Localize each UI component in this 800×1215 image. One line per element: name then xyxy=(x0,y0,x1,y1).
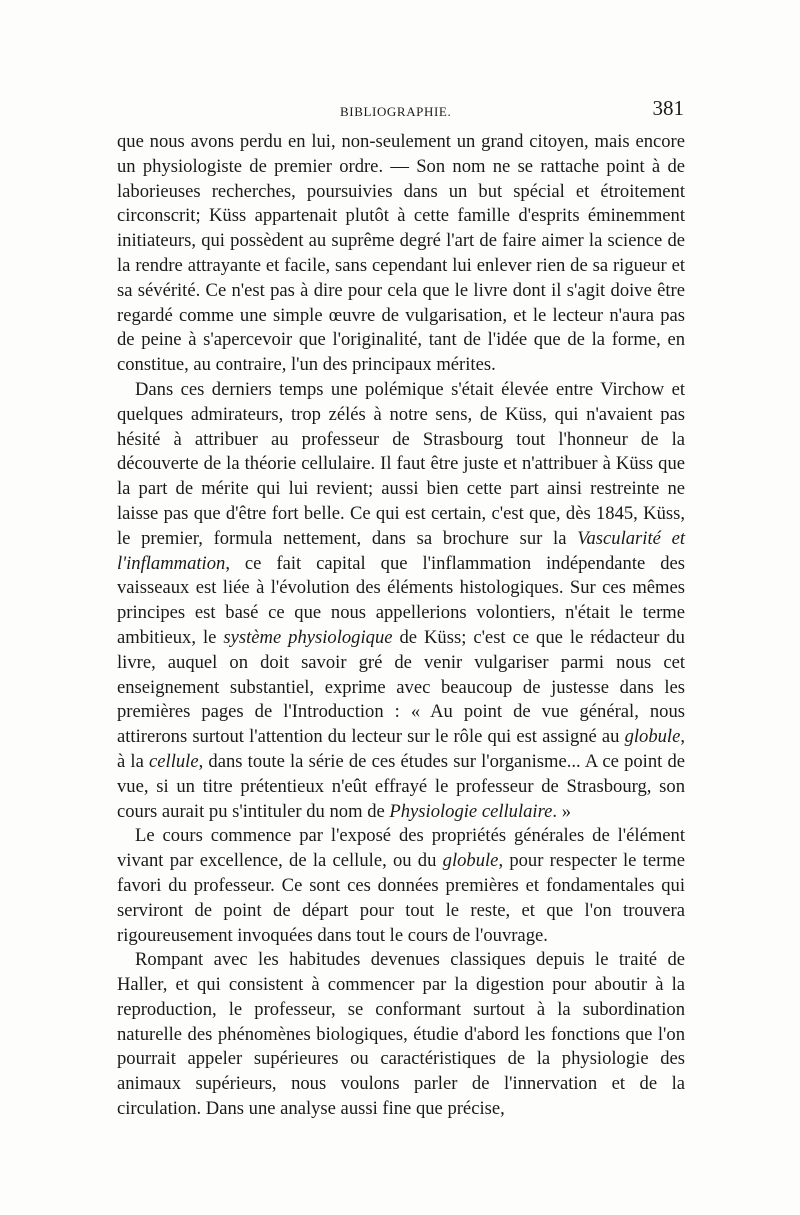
paragraph-text: , ce fait capital que l'inflammation indépendante des vaisseaux est liée à l'évolution des éléments histologiques. Sur ces mêmes principes est basé ce que nous appellerions volontiers, n'était le terme ambitieux, le xyxy=(117,552,685,648)
paragraph-text: , pour respecter le terme favori du professeur. Ce sont ces données premières et fondamentales qui serviront de point de départ pour tout le reste, et que l'on trouvera rigoureusement invoquées dans tout le cours de l'ouvrage. xyxy=(117,850,685,946)
italic-systeme-physiologique: système physiologique xyxy=(223,626,393,648)
paragraph-text: , dans toute la série de ces études sur l'organisme... A ce point de vue, si un titre prétentieux n'eût effrayé le professeur de Strasbourg, son cours aurait pu s'intituler du nom de xyxy=(117,750,686,822)
italic-title-vascularite: Vascularité et l'inflammation xyxy=(117,527,685,574)
paragraph-haller xyxy=(117,948,685,1122)
italic-globule: globule xyxy=(624,726,681,748)
italic-globule: globule xyxy=(442,850,499,872)
paragraph-text: , à la xyxy=(117,726,685,772)
italic-physiologie-cellulaire: Physiologie cellulaire xyxy=(389,800,553,822)
page-number: 381 xyxy=(652,96,684,120)
paragraph-text: de Küss; c'est ce que le rédacteur du livre, auquel on doit savoir gré de venir vulgariser parmi nous cet enseignement substantiel, exprime avec beaucoup de justesse dans les premières pages de l'Introduction : « Au point de vue général, nous attirerons surtout l'attention du lecteur sur le rôle qui est assigné au xyxy=(117,626,685,748)
italic-cellule: cellule xyxy=(149,750,199,772)
paragraph-text: . » xyxy=(552,800,571,822)
paragraph-polemic xyxy=(117,378,685,824)
paragraph-text: que nous avons perdu en lui, non-seulement un grand citoyen, mais encore un physiologiste de premier ordre. — Son nom ne se rattache point à de laborieuses recherches, poursuivies dans un but spécial et étroitement circonscrit; Küss appartenait plutôt à cette famille d'esprits éminemment initiateurs, qui possèdent au suprême degré l'art de faire aimer la science de la rendre attrayante et facile, sans cependant lui enlever rien de sa rigueur et sa sévérité. Ce n'est pas à dire pour cela que le livre dont il s'agit doive être regardé comme une simple œuvre de vulgarisation, et le lecteur n'aura pas de peine à s'apercevoir que l'originalité, tant de l'idée que de la forme, en constitue, au contraire, l'un des principaux mérites. xyxy=(117,131,685,376)
running-title: BIBLIOGRAPHIE. xyxy=(340,104,452,119)
running-head xyxy=(118,96,684,124)
paragraph-continued xyxy=(117,130,685,378)
paragraph-course xyxy=(117,824,685,948)
paragraph-text: Dans ces derniers temps une polémique s'était élevée entre Virchow et quelques admirateurs, trop zélés à notre sens, de Küss, qui n'avaient pas hésité à attribuer au professeur de Strasbourg tout l'honneur de la découverte de la théorie cellulaire. Il faut être juste et n'attribuer à Küss que la part de mérite qui lui revient; aussi bien cette part ainsi restreinte ne laisse pas que d'être fort belle. Ce qui est certain, c'est que, dès 1845, Küss, le premier, formula nettement, dans sa brochure sur la xyxy=(117,378,685,549)
body-text xyxy=(117,130,685,1122)
paragraph-text: Rompant avec les habitudes devenues classiques depuis le traité de Haller, et qui consistent à commencer par la digestion pour aboutir à la reproduction, le professeur, se conformant surtout à la subordination naturelle des phénomènes biologiques, étudie d'abord les fonctions que l'on pourrait appeler supérieures ou caractéristiques de la physiologie des animaux supérieurs, nous voulons parler de l'innervation et de la circulation. Dans une analyse aussi fine que précise, xyxy=(117,949,685,1120)
paragraph-text: Le cours commence par l'exposé des propriétés générales de l'élément vivant par excellence, de la cellule, ou du xyxy=(117,825,685,872)
